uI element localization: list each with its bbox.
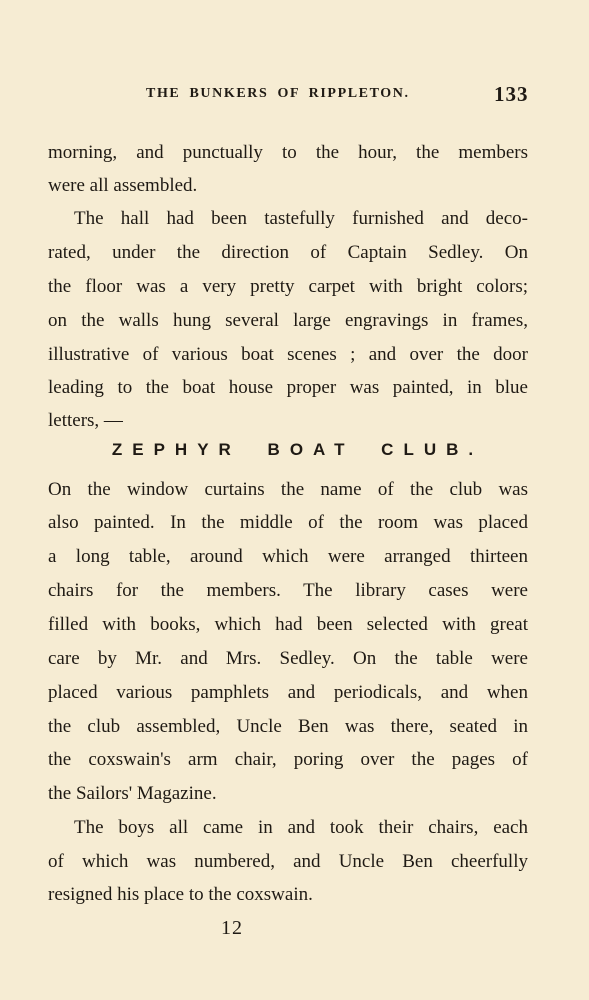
text-line: the club assembled, Uncle Ben was there, seated in bbox=[48, 716, 528, 737]
running-head: THE BUNKERS OF RIPPLETON. bbox=[146, 86, 410, 101]
text-line: on the walls hung several large engravings in frames, bbox=[48, 310, 528, 331]
text-line: of which was numbered, and Uncle Ben cheerfully bbox=[48, 851, 528, 872]
text-line: the floor was a very pretty carpet with bright colors; bbox=[48, 276, 528, 297]
text-line: the coxswain's arm chair, poring over the pages of bbox=[48, 749, 528, 770]
text-line: morning, and punctually to the hour, the members bbox=[48, 142, 528, 163]
text-line: The hall had been tastefully furnished and deco- bbox=[74, 208, 528, 229]
text-line: The boys all came in and took their chairs, each bbox=[74, 817, 528, 838]
text-line: were all assembled. bbox=[48, 175, 198, 196]
signature-mark: 12 bbox=[221, 917, 243, 939]
text-line: On the window curtains the name of the club was bbox=[48, 479, 528, 500]
text-line: also painted. In the middle of the room was placed bbox=[48, 512, 528, 533]
page-header bbox=[0, 82, 589, 106]
text-line: resigned his place to the coxswain. bbox=[48, 884, 313, 905]
text-line: chairs for the members. The library cases were bbox=[48, 580, 528, 601]
text-line: the Sailors' Magazine. bbox=[48, 783, 217, 804]
text-line: leading to the boat house proper was painted, in blue bbox=[48, 377, 528, 398]
text-line: letters, — bbox=[48, 410, 123, 431]
page-number: 133 bbox=[494, 82, 529, 106]
text-line: placed various pamphlets and periodicals, and when bbox=[48, 682, 528, 703]
text-line: rated, under the direction of Captain Sedley. On bbox=[48, 242, 528, 263]
text-line: a long table, around which were arranged thirteen bbox=[48, 546, 528, 567]
text-line: care by Mr. and Mrs. Sedley. On the table were bbox=[48, 648, 528, 669]
text-line: illustrative of various boat scenes ; and over the door bbox=[48, 344, 528, 365]
club-name-heading: ZEPHYR BOAT CLUB. bbox=[111, 440, 484, 459]
text-line: filled with books, which had been selected with great bbox=[48, 614, 528, 635]
